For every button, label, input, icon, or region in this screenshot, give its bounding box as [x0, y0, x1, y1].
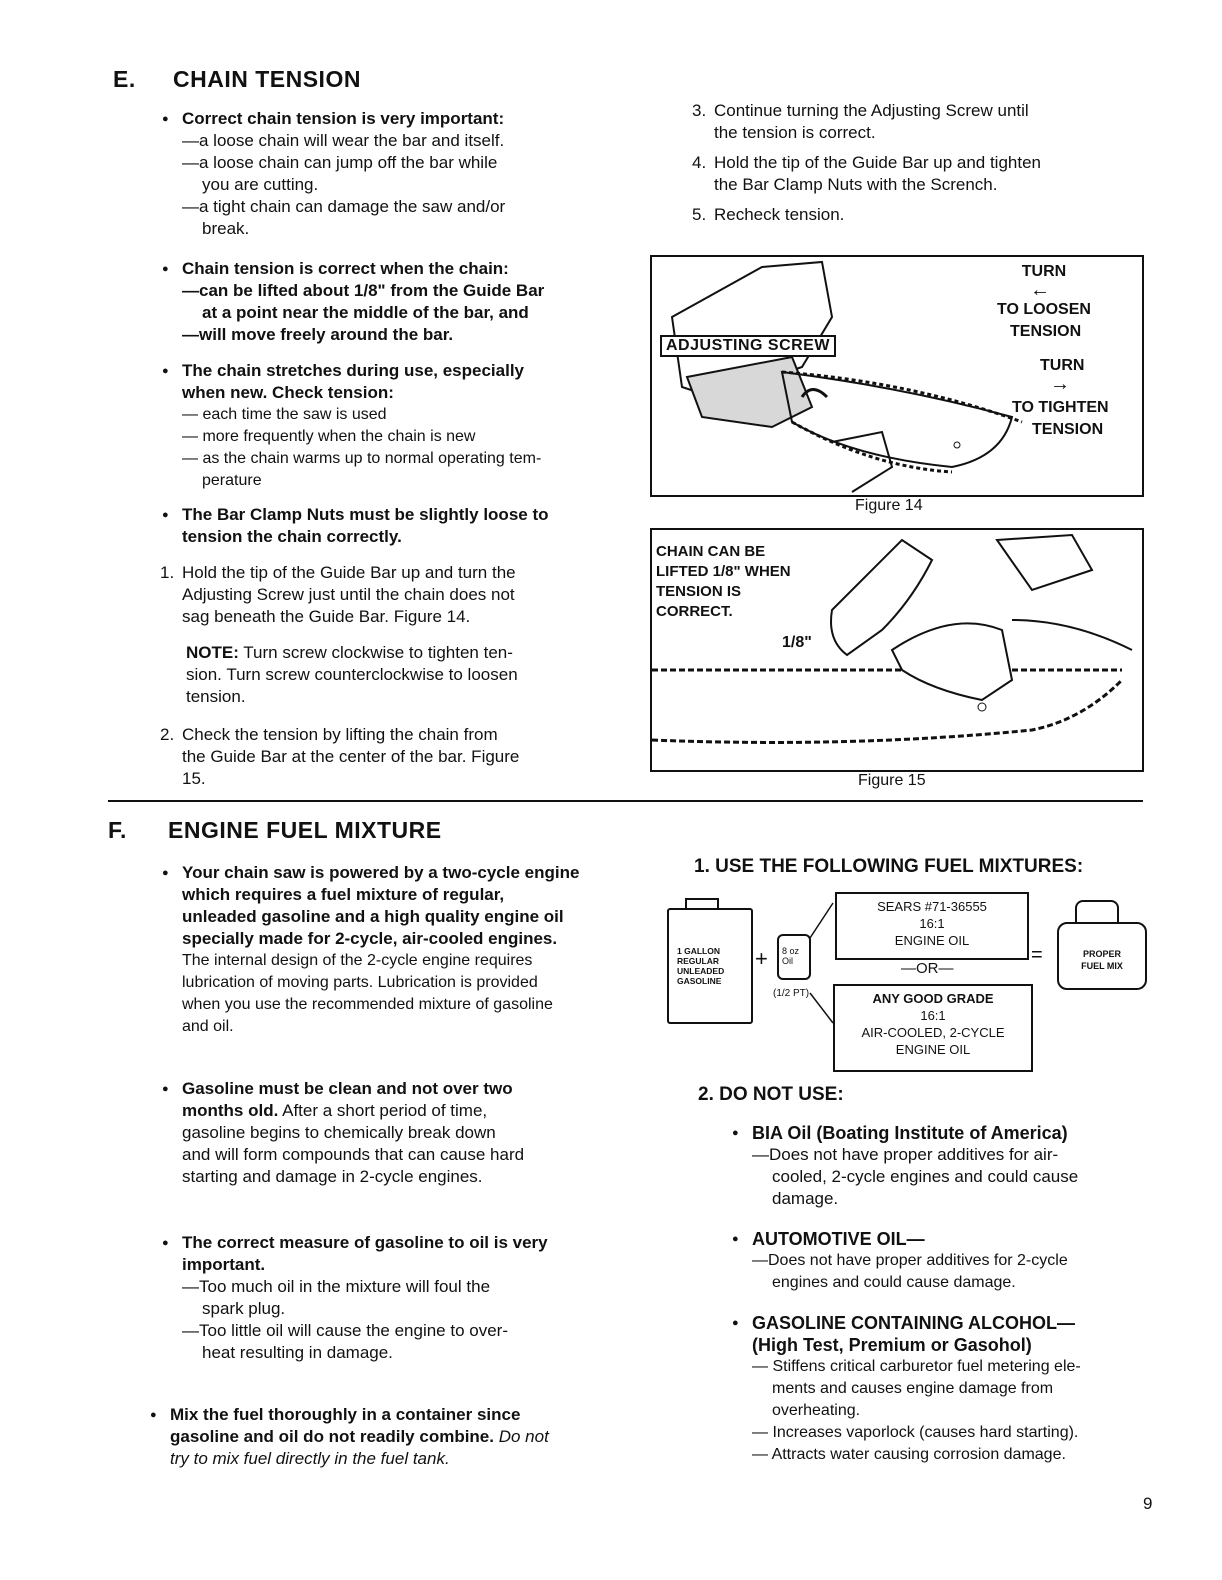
bullet-line: ments and causes engine damage from	[772, 1380, 1054, 1397]
oil-bottle-line: Oil	[782, 956, 793, 966]
or-label: —OR—	[901, 960, 954, 977]
bullet-lead: ● GASOLINE CONTAINING ALCOHOL—	[752, 1313, 1075, 1333]
bullet-tension-correct	[160, 258, 620, 346]
note-label: NOTE:	[186, 643, 239, 662]
equals-sign: =	[1031, 944, 1043, 966]
gas-can-line: REGULAR	[677, 956, 720, 966]
note-line: Turn screw clockwise to tighten ten-	[238, 643, 513, 662]
section-divider	[108, 800, 1143, 802]
bullet-bia-oil	[730, 1122, 1158, 1210]
fuel-mix-line: FUEL MIX	[1081, 961, 1123, 971]
bullet-line: —a loose chain will wear the bar and itself.	[182, 131, 505, 150]
bullet-line: — Stiffens critical carburetor fuel metering ele-	[752, 1358, 1081, 1375]
step-line: the Guide Bar at the center of the bar. Figure	[182, 747, 520, 766]
arrow-left-icon: ←	[1030, 279, 1050, 301]
bullet-lead: ● Gasoline must be clean and not over two	[182, 1079, 513, 1098]
to-loosen-label: TO LOOSEN	[997, 301, 1091, 318]
do-not-use-section	[698, 1084, 1158, 1466]
section-e-heading	[113, 66, 361, 93]
plus-sign: +	[755, 946, 768, 971]
any-grade-line: ANY GOOD GRADE	[872, 991, 994, 1006]
bullet-line: you are cutting.	[202, 175, 319, 194]
bullet-lead: ● Chain tension is correct when the chain:	[182, 259, 509, 278]
bullet-line: —Too much oil in the mixture will foul the	[182, 1277, 491, 1296]
step-line: 15.	[182, 769, 206, 788]
step-line: Hold the tip of the Guide Bar up and tighten	[714, 153, 1042, 172]
gas-can-line: 1 GALLON	[677, 946, 720, 956]
figure-14	[650, 255, 1144, 497]
fuel-mixture-diagram	[665, 888, 1155, 1083]
any-grade-line: ENGINE OIL	[895, 1042, 971, 1057]
figure-15-line: LIFTED 1/8" WHEN	[656, 563, 791, 580]
bullet-line: — each time the saw is used	[182, 406, 387, 423]
turn-loosen-label: TURN	[1021, 263, 1067, 280]
step-2	[160, 724, 620, 790]
note-line: tension.	[186, 687, 246, 706]
bullet-line: starting and damage in 2-cycle engines.	[182, 1167, 483, 1186]
loosen-tension-label: TENSION	[1010, 323, 1082, 340]
bullet-automotive-oil	[730, 1228, 1158, 1294]
bullet-line: lubrication of moving parts. Lubrication is provided	[182, 974, 538, 991]
bullet-lead: important.	[182, 1255, 266, 1274]
step-line: the tension is correct.	[714, 123, 876, 142]
section-f-title: ENGINE FUEL MIXTURE	[168, 817, 442, 843]
oil-bottle-line: 8 oz	[782, 946, 800, 956]
any-grade-line: 16:1	[920, 1008, 946, 1023]
oil-bottle-label	[782, 946, 799, 966]
bullet-chain-stretches	[160, 360, 620, 492]
bullet-line: tension the chain correctly.	[182, 527, 402, 546]
bullet-line: — as the chain warms up to normal operating tem-	[182, 450, 542, 467]
step-3	[692, 100, 1152, 144]
sears-line: SEARS #71-36555	[877, 899, 987, 914]
pointer-lines	[805, 898, 835, 1028]
adjusting-screw-label: ADJUSTING SCREW	[660, 335, 836, 357]
bullet-line: —Too little oil will cause the engine to over-	[182, 1321, 508, 1340]
figure-15-text	[656, 542, 791, 622]
bullet-line: —can be lifted about 1/8" from the Guide Bar	[182, 281, 545, 300]
any-grade-line: AIR-COOLED, 2-CYCLE	[861, 1025, 1005, 1040]
bullet-line: when you use the recommended mixture of gasoline	[182, 996, 553, 1013]
bullet-line: try to mix fuel directly in the fuel tank.	[170, 1449, 450, 1468]
step-line: Adjusting Screw just until the chain does not	[182, 585, 515, 604]
bullet-bold: gasoline and oil do not readily combine.	[170, 1427, 494, 1446]
bullet-lead: ● Correct chain tension is very important:	[182, 109, 505, 128]
gas-can-line: GASOLINE	[677, 976, 722, 986]
bullet-line: engines and could cause damage.	[772, 1274, 1016, 1291]
step-line: Recheck tension.	[714, 205, 845, 224]
step-number: 2.	[160, 725, 175, 744]
figure-15	[650, 528, 1144, 772]
step-line: the Bar Clamp Nuts with the Scrench.	[714, 175, 998, 194]
bullet-chain-tension-important	[160, 108, 620, 240]
figure-15-line: CORRECT.	[656, 603, 733, 620]
any-grade-oil-box	[833, 984, 1033, 1072]
section-f-left-column	[160, 862, 620, 1470]
bullet-line: ● The Bar Clamp Nuts must be slightly loose to	[182, 505, 549, 524]
bullet-line: —Does not have proper additives for 2-cycle	[752, 1252, 1068, 1269]
bullet-lead: ● BIA Oil (Boating Institute of America)	[752, 1123, 1068, 1143]
bullet-mix-thoroughly	[148, 1404, 620, 1470]
figure-15-line: TENSION IS	[656, 583, 742, 600]
bullet-line: heat resulting in damage.	[202, 1343, 393, 1362]
note-line: sion. Turn screw counterclockwise to loosen	[186, 665, 518, 684]
sears-oil-box	[835, 892, 1029, 960]
bullet-line: spark plug.	[202, 1299, 286, 1318]
bullet-line: damage.	[772, 1189, 839, 1208]
page-number: 9	[1143, 1494, 1153, 1513]
bullet-lead: when new. Check tension:	[182, 383, 394, 402]
bullet-line: ● Mix the fuel thoroughly in a container since	[170, 1405, 521, 1424]
bullet-line: ● Your chain saw is powered by a two-cycle engine	[182, 863, 580, 882]
use-mixtures-heading: 1. USE THE FOLLOWING FUEL MIXTURES:	[694, 856, 1084, 877]
figure-15-line: CHAIN CAN BE	[656, 543, 766, 560]
bullet-gasoline-alcohol	[730, 1312, 1158, 1466]
bullet-bar-clamp-nuts	[160, 504, 620, 548]
section-e-right-column	[692, 100, 1152, 226]
sears-line: ENGINE OIL	[894, 933, 970, 948]
bullet-line: which requires a fuel mixture of regular,	[182, 885, 505, 904]
turn-tighten-label: TURN	[1040, 357, 1085, 374]
bullet-bold: months old.	[182, 1101, 279, 1120]
step-number: 4.	[692, 153, 707, 172]
figure-15-caption: Figure 15	[858, 772, 926, 789]
section-f-letter: F.	[108, 817, 127, 843]
bullet-line: break.	[202, 219, 250, 238]
figure-14-caption: Figure 14	[855, 497, 923, 514]
section-e-title: CHAIN TENSION	[173, 66, 361, 92]
section-e-letter: E.	[113, 66, 136, 92]
do-not-use-heading: 2. DO NOT USE:	[698, 1084, 844, 1105]
bullet-line: and oil.	[182, 1018, 234, 1035]
bullet-lead: ● The chain stretches during use, especially	[182, 361, 525, 380]
bullet-two-cycle-engine	[160, 862, 620, 1038]
bullet-correct-measure	[160, 1232, 620, 1364]
bullet-line: unleaded gasoline and a high quality engine oil	[182, 907, 564, 926]
step-1	[160, 562, 620, 628]
bullet-line: — more frequently when the chain is new	[182, 428, 476, 445]
bullet-line: — Increases vaporlock (causes hard starting).	[752, 1424, 1079, 1441]
tighten-tension-label: TENSION	[1032, 421, 1104, 438]
step-line: Hold the tip of the Guide Bar up and turn the	[182, 563, 516, 582]
step-number: 3.	[692, 101, 707, 120]
note-paragraph	[160, 642, 620, 708]
bullet-line: at a point near the middle of the bar, and	[202, 303, 529, 322]
fuel-mix-cap-icon	[1075, 900, 1119, 924]
gas-can-spout-icon	[685, 898, 719, 910]
bullet-line: The internal design of the 2-cycle engine requires	[182, 952, 533, 969]
step-5	[692, 204, 1152, 226]
bullet-gasoline-clean	[160, 1078, 620, 1188]
step-4	[692, 152, 1152, 196]
bullet-line: —Does not have proper additives for air-	[752, 1145, 1059, 1164]
gas-can-label	[677, 946, 724, 986]
bullet-line: After a short period of time,	[278, 1101, 488, 1120]
bullet-line: cooled, 2-cycle engines and could cause	[772, 1167, 1079, 1186]
bullet-lead: ● The correct measure of gasoline to oil is very	[182, 1233, 548, 1252]
step-number: 1.	[160, 563, 175, 582]
bullet-line: overheating.	[772, 1402, 861, 1419]
step-number: 5.	[692, 205, 707, 224]
bullet-line: gasoline begins to chemically break down	[182, 1123, 496, 1142]
bullet-line: perature	[202, 472, 262, 489]
to-tighten-label: TO TIGHTEN	[1012, 399, 1109, 416]
step-line: Check the tension by lifting the chain from	[182, 725, 498, 744]
step-line: sag beneath the Guide Bar. Figure 14.	[182, 607, 471, 626]
bullet-lead: (High Test, Premium or Gasohol)	[752, 1335, 1032, 1355]
bullet-lead: ● AUTOMOTIVE OIL—	[752, 1229, 925, 1249]
bullet-italic: Do not	[494, 1427, 549, 1446]
section-e-left-column	[160, 108, 620, 790]
bullet-line: and will form compounds that can cause hard	[182, 1145, 525, 1164]
fuel-mix-line: PROPER	[1082, 949, 1121, 959]
arrow-right-icon: →	[1050, 373, 1070, 395]
bullet-line: — Attracts water causing corrosion damage.	[752, 1446, 1066, 1463]
bullet-line: —a loose chain can jump off the bar while	[182, 153, 498, 172]
bullet-line: —will move freely around the bar.	[182, 325, 454, 344]
fuel-mix-can	[1057, 922, 1147, 990]
gas-can-line: UNLEADED	[677, 966, 725, 976]
sears-line: 16:1	[919, 916, 945, 931]
bullet-line: specially made for 2-cycle, air-cooled engines.	[182, 929, 558, 948]
step-line: Continue turning the Adjusting Screw until	[714, 101, 1029, 120]
gas-can	[667, 908, 753, 1024]
bullet-line: —a tight chain can damage the saw and/or	[182, 197, 506, 216]
section-f-heading	[108, 817, 442, 844]
one-eighth-label: 1/8"	[782, 634, 812, 651]
half-pint-label: (1/2 PT)	[773, 988, 810, 999]
